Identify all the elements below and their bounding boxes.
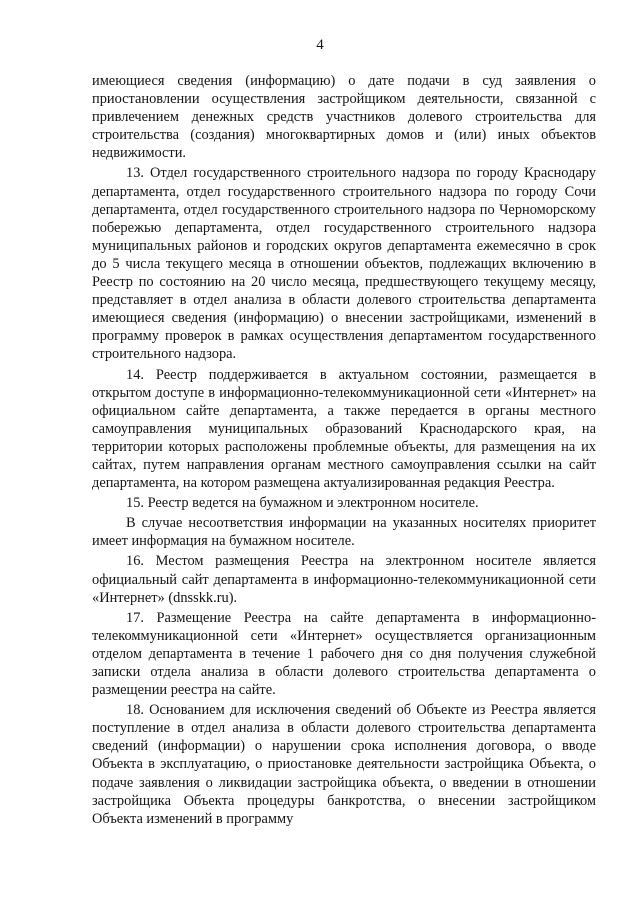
paragraph-15: 15. Реестр ведется на бумажном и электронном носителе.	[126, 495, 479, 512]
paragraph-15-note: В случае несоответствия информации на указанных носителях приоритет имеет информация на бумажном носителе.	[92, 515, 596, 550]
paragraph-17: 17. Размещение Реестра на сайте департамента в информационно-телекоммуникационной сети «Интернет» осуществляется организационным отделом департамента в течение 1 рабочего дня со дня получения служебной записки отдела анализа в области долевого строительства департамента о размещении реестра на сайте.	[92, 609, 596, 699]
paragraph-continuation: имеющиеся сведения (информацию) о дате подачи в суд заявления о приостановлении осуществления застройщиком деятельности, связанной с привлечением денежных средств участников долевого строительства для строительства (создания) многоквартирных домов и (или) иных объектов недвижимости.	[92, 73, 596, 162]
paragraph-13: 13. Отдел государственного строительного надзора по городу Краснодару департамента, отдел государственного строительного надзора по городу Сочи департамента, отдел государственного строительного надзора по Черноморскому побережью департамента, отдел государственного строительного надзора муниципальных районов и городских округов департамента ежемесячно в срок до 5 числа текущего месяца в отношении объектов, подлежащих включению в Реестр по состоянию на 20 число месяца, предшествующего текущему месяцу, представляет в отдел анализа в области долевого строительства департамента имеющиеся сведения (информацию) о внесении застройщиками, изменений в программу проверок в рамках осуществления департаментом государственного строительного надзора.	[92, 165, 596, 363]
page-number: 4	[316, 37, 324, 53]
paragraph-14: 14. Реестр поддерживается в актуальном состоянии, размещается в открытом доступе в информационно-телекоммуникационной сети «Интернет» на официальном сайте департамента, а также передается в органы местного самоуправления муниципальных образований Краснодарского края, на территории которых расположены проблемные объекты, для размещения на их сайтах, путем направления органам местного самоуправления ссылки на сайт департамента, на котором размещена актуализированная редакция Реестра.	[92, 366, 596, 492]
paragraph-18: 18. Основанием для исключения сведений об Объекте из Реестра является поступление в отдел анализа в области долевого строительства департамента сведений (информации) о нарушении срока исполнения договора, о вводе Объекта в эксплуатацию, о приостановке деятельности застройщика Объекта, о подаче заявления о ликвидации застройщика объекта, о введении в отношении застройщика Объекта процедуры банкротства, о внесении застройщиком Объекта изменений в программу	[92, 702, 596, 827]
document-body	[92, 72, 596, 828]
paragraph-16: 16. Местом размещения Реестра на электронном носителе является официальный сайт департамента в информационно-телекоммуникационной сети «Интернет» (dnsskk.ru).	[92, 553, 596, 606]
